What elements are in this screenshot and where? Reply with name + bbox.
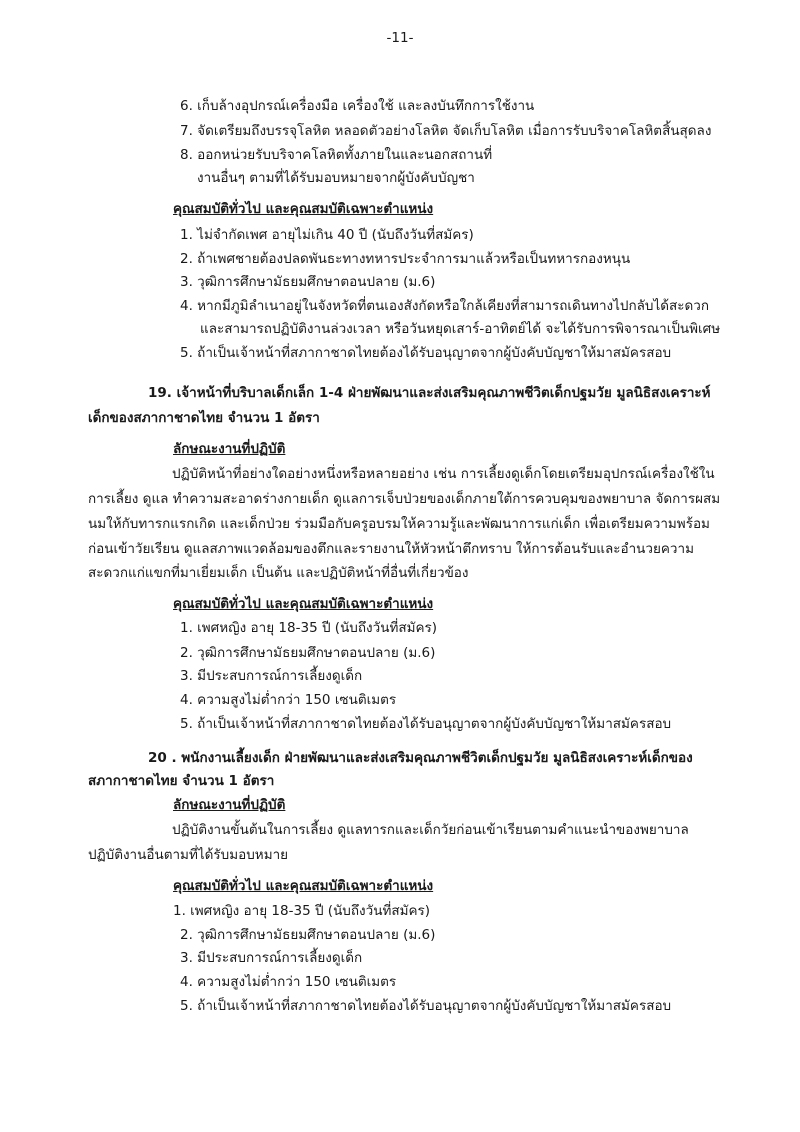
list-item: 1. ไม่จำกัดเพศ อายุไม่เกิน 40 ปี (นับถึงวันที่สมัคร)	[180, 227, 474, 243]
qual-heading: คุณสมบัติทั่วไป และคุณสมบัติเฉพาะตำแหน่ง	[173, 201, 434, 217]
list-item: 5. ถ้าเป็นเจ้าหน้าที่สภากาชาดไทยต้องได้รับอนุญาตจากผู้บังคับบัญชาให้มาสมัครสอบ	[180, 345, 672, 361]
list-item: 3. มีประสบการณ์การเลี้ยงดูเด็ก	[180, 950, 363, 966]
duty-text: ปฏิบัติงานอื่นตามที่ได้รับมอบหมาย	[88, 847, 289, 863]
list-item: 5. ถ้าเป็นเจ้าหน้าที่สภากาชาดไทยต้องได้รับอนุญาตจากผู้บังคับบัญชาให้มาสมัครสอบ	[180, 716, 672, 732]
duty-text: สะดวกแก่แขกที่มาเยี่ยมเด็ก เป็นต้น และปฏิบัติหน้าที่อื่นที่เกี่ยวข้อง	[88, 565, 469, 581]
section-title: สภากาชาดไทย จำนวน 1 อัตรา	[88, 773, 275, 789]
section-title: เด็กของสภากาชาดไทย จำนวน 1 อัตรา	[88, 410, 320, 426]
list-item: 3. มีประสบการณ์การเลี้ยงดูเด็ก	[180, 668, 363, 684]
list-item: 4. ความสูงไม่ต่ำกว่า 150 เซนติเมตร	[180, 692, 397, 708]
section-title: 19. เจ้าหน้าที่บริบาลเด็กเล็ก 1-4 ฝ่ายพัฒนาและส่งเสริมคุณภาพชีวิตเด็กปฐมวัย มูลนิธิสงเคราะห์	[148, 385, 711, 401]
qual-heading: คุณสมบัติทั่วไป และคุณสมบัติเฉพาะตำแหน่ง	[173, 596, 434, 612]
list-item: 7. จัดเตรียมถึงบรรจุโลหิต หลอดตัวอย่างโลหิต จัดเก็บโลหิต เมื่อการรับบริจาคโลหิตสิ้นสุดลง	[180, 123, 712, 139]
list-item: และสามารถปฏิบัติงานล่วงเวลา หรือวันหยุดเสาร์-อาทิตย์ได้ จะได้รับการพิจารณาเป็นพิเศษ	[200, 321, 721, 337]
list-item: 4. ความสูงไม่ต่ำกว่า 150 เซนติเมตร	[180, 974, 397, 990]
list-item: 4. หากมีภูมิลำเนาอยู่ในจังหวัดที่ตนเองสังกัดหรือใกล้เคียงที่สามารถเดินทางไปกลับได้สะดวก	[180, 298, 710, 314]
list-item: งานอื่นๆ ตามที่ได้รับมอบหมายจากผู้บังคับบัญชา	[197, 170, 475, 186]
list-item: 5. ถ้าเป็นเจ้าหน้าที่สภากาชาดไทยต้องได้รับอนุญาตจากผู้บังคับบัญชาให้มาสมัครสอบ	[180, 998, 672, 1014]
list-item: 1. เพศหญิง อายุ 18-35 ปี (นับถึงวันที่สมัคร)	[173, 903, 431, 919]
duty-heading: ลักษณะงานที่ปฏิบัติ	[173, 441, 286, 457]
list-item: 2. วุฒิการศึกษามัธยมศึกษาตอนปลาย (ม.6)	[180, 927, 436, 943]
duty-text: นมให้กับทารกแรกเกิด และเด็กป่วย ร่วมมือกับครูอบรมให้ความรู้และพัฒนาการแก่เด็ก เพื่อเตรียมความพร้อม	[88, 516, 710, 532]
list-item: 3. วุฒิการศึกษามัธยมศึกษาตอนปลาย (ม.6)	[180, 274, 436, 290]
duty-text: ปฏิบัติงานขั้นต้นในการเลี้ยง ดูแลทารกและเด็กวัยก่อนเข้าเรียนตามคำแนะนำของพยาบาล	[172, 822, 689, 838]
duty-heading: ลักษณะงานที่ปฏิบัติ	[173, 797, 286, 813]
list-item: 2. วุฒิการศึกษามัธยมศึกษาตอนปลาย (ม.6)	[180, 645, 436, 661]
qual-heading: คุณสมบัติทั่วไป และคุณสมบัติเฉพาะตำแหน่ง	[173, 878, 434, 894]
section-title: 20 . พนักงานเลี้ยงเด็ก ฝ่ายพัฒนาและส่งเสริมคุณภาพชีวิตเด็กปฐมวัย มูลนิธิสงเคราะห์เด็กของ	[148, 750, 693, 766]
list-item: 8. ออกหน่วยรับบริจาคโลหิตทั้งภายในและนอกสถานที่	[180, 147, 493, 163]
list-item: 1. เพศหญิง อายุ 18-35 ปี (นับถึงวันที่สมัคร)	[180, 620, 438, 636]
duty-text: ปฏิบัติหน้าที่อย่างใดอย่างหนึ่งหรือหลายอย่าง เช่น การเลี้ยงดูเด็กโดยเตรียมอุปกรณ์เครื่องใช้ใน	[172, 466, 715, 482]
list-item: 6. เก็บล้างอุปกรณ์เครื่องมือ เครื่องใช้ และลงบันทึกการใช้งาน	[180, 98, 535, 114]
duty-text: ก่อนเข้าวัยเรียน ดูแลสภาพแวดล้อมของตึกและรายงานให้หัวหน้าตึกทราบ ให้การต้อนรับและอำนวยความ	[88, 541, 694, 557]
page-number: -11-	[386, 30, 414, 46]
list-item: 2. ถ้าเพศชายต้องปลดพันธะทางทหารประจำการมาแล้วหรือเป็นทหารกองหนุน	[180, 251, 631, 267]
duty-text: การเลี้ยง ดูแล ทำความสะอาดร่างกายเด็ก ดูแลการเจ็บป่วยของเด็กภายใต้การควบคุมของพยาบาล จัดการผสม	[88, 491, 721, 507]
